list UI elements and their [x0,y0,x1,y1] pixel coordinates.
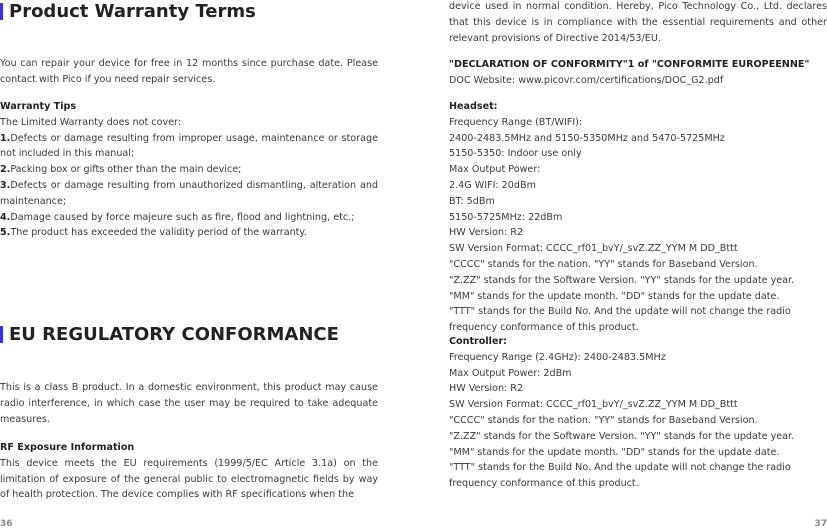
headset-line: BT: 5dBm [449,195,495,207]
class-b-text: This is a class B product. In a domestic environment, this product may cause radio interference, in which case the user may be required to take adequate measures. [0,382,378,425]
warranty-heading [0,1,256,22]
controller-line: "TTT" stands for the Build No. And the update will not change the radio [449,462,791,474]
declaration-title: "DECLARATION OF CONFORMITY"1 of "CONFORMITE EUROPEENNE" [449,59,810,70]
rf-exposure-title: RF Exposure Information [0,442,135,453]
warranty-tip-item: 2.Packing box or gifts other than the main device; [0,164,242,176]
headset-line: frequency conformance of this product. [449,322,639,334]
headset-line: Frequency Range (BT/WIFI): [449,116,583,128]
warranty-tip-item: 3.Defects or damage resulting from unauthorized dismantling, alteration and maintenance; [0,179,378,207]
eu-heading-text: EU REGULATORY CONFORMANCE [9,324,339,345]
headset-line: "CCCC" stands for the nation. "YY" stands for Baseband Version. [449,258,758,270]
heading-accent-bar [0,3,3,20]
rf-continued-text: device used in normal condition. Hereby, Pico Technology Co., Ltd. declares that this device is in compliance with the essential requirements and other relevant provisions of Directive 2014/53/EU. [449,1,827,44]
declaration-section [449,57,827,89]
page-number-right: 37 [814,519,827,529]
headset-line: 5150-5725MHz: 22dBm [449,211,563,223]
headset-line: HW Version: R2 [449,227,524,239]
warranty-intro [0,56,378,88]
controller-line: SW Version Format: CCCC_rf01_bvY/_svZ.ZZ_YYM M DD_Bttt [449,399,738,411]
headset-line: "TTT" stands for the Build No. And the update will not change the radio [449,306,791,318]
rf-exposure-text: This device meets the EU requirements (1999/5/EC Article 3.1a) on the limitation of exposure of the general public to electromagnetic fields by way of health protection. The device complies with RF specifications when the [0,457,378,501]
page-number-left: 36 [0,519,13,529]
headset-line: "Z.ZZ" stands for the Software Version. "YY" stands for the update year. [449,274,795,286]
eu-heading [0,324,339,345]
rf-exposure-continued [449,0,827,46]
controller-line: "MM" stands for the update month. "DD" stands for the update date. [449,446,780,458]
rf-exposure-section [0,440,378,503]
doc-website: DOC Website: www.picovr.com/certifications/DOC_G2.pdf [449,74,724,86]
right-page [414,0,827,529]
headset-line: 2400-2483.5MHz and 5150-5350MHz and 5470-5725MHz [449,132,725,144]
heading-accent-bar [0,326,3,343]
controller-line: Max Output Power: 2dBm [449,367,572,379]
warranty-tips [0,99,378,241]
controller-section [449,334,827,492]
warranty-heading-text: Product Warranty Terms [9,1,256,22]
headset-section [449,99,827,336]
headset-line: 5150-5350: Indoor use only [449,148,582,160]
controller-line: "Z.ZZ" stands for the Software Version. "YY" stands for the update year. [449,430,795,442]
headset-line: 2.4G WIFI: 20dBm [449,179,536,191]
controller-line: Frequency Range (2.4GHz): 2400-2483.5MHz [449,351,666,363]
controller-line: HW Version: R2 [449,383,524,395]
warranty-tips-title: Warranty Tips [0,101,77,112]
warranty-tips-lead: The Limited Warranty does not cover: [0,116,182,128]
headset-line: "MM" stands for the update month. "DD" stands for the update date. [449,290,780,302]
headset-line: SW Version Format: CCCC_rf01_bvY/_svZ.ZZ_YYM M DD_Bttt [449,243,738,255]
controller-title: Controller: [449,336,508,347]
left-page [0,0,413,529]
warranty-tip-item: 5.The product has exceeded the validity period of the warranty. [0,227,307,239]
headset-title: Headset: [449,101,498,112]
controller-line: "CCCC" stands for the nation. "YY" stands for Baseband Version. [449,414,758,426]
warranty-intro-text: You can repair your device for free in 12 months since purchase date. Please contact with Pico if you need repair services. [0,58,378,85]
controller-line: frequency conformance of this product. [449,478,639,490]
warranty-tip-item: 4.Damage caused by force majeure such as fire, flood and lightning, etc.; [0,211,355,223]
class-b-notice [0,380,378,427]
warranty-tip-item: 1.Defects or damage resulting from improper usage, maintenance or storage not included in this manual; [0,132,378,160]
headset-line: Max Output Power: [449,164,541,176]
